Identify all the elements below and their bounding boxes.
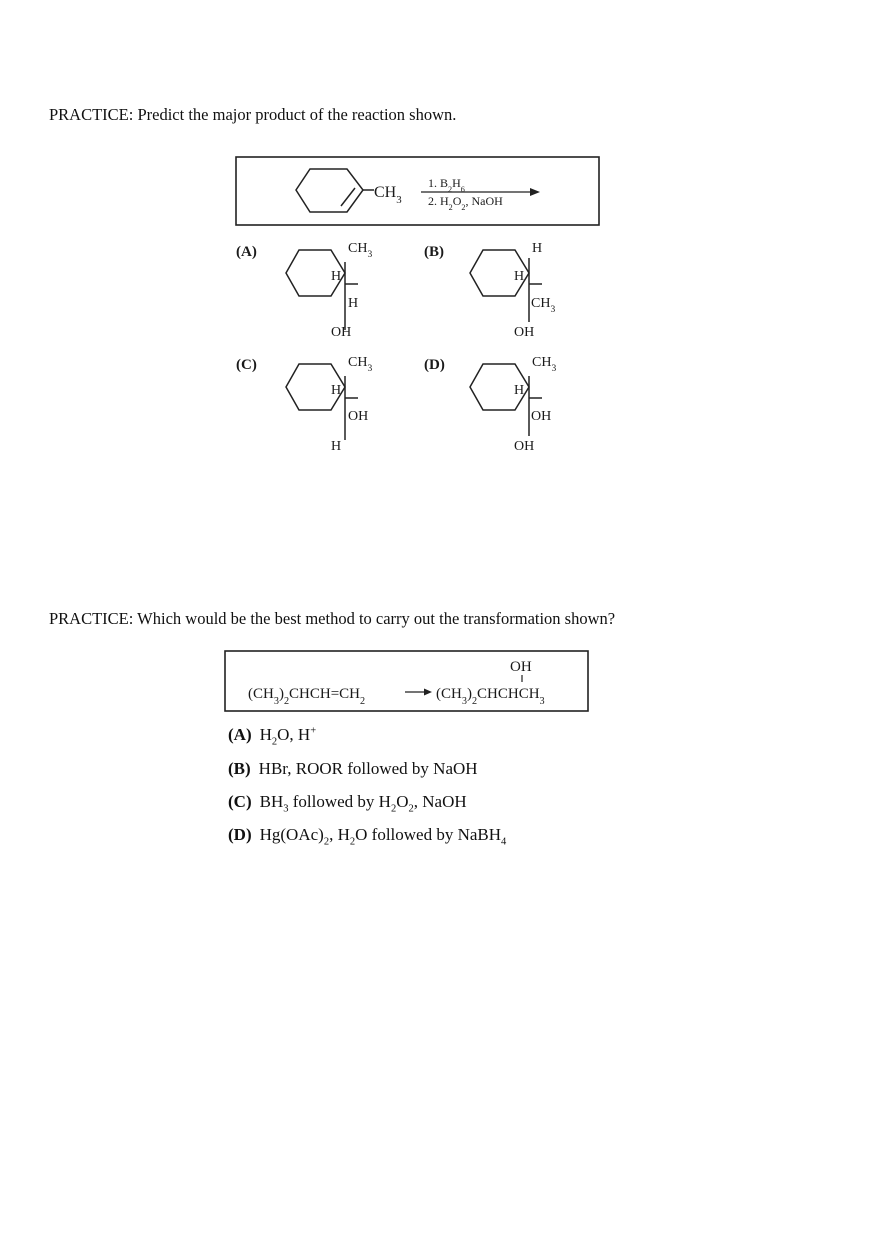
reagent-step-1: 1. $B_2H_6$ [428,176,465,194]
choice-b-top: H [532,241,543,256]
option-a[interactable] [228,725,317,748]
choice-d-label: (D) [424,357,445,373]
option-d-label: (D) [228,825,252,844]
option-c-label: (C) [228,792,252,811]
choice-c-top: $CH_3$ [348,355,373,374]
option-b-label: (B) [228,759,251,778]
choice-c-mid-left: H [331,383,342,398]
choice-a-mid-left: H [331,269,342,284]
question-1-prompt: PRACTICE: Predict the major product of the reaction shown. [49,105,457,124]
transformation-box [225,651,588,711]
choice-b[interactable] [424,241,555,340]
product-formula: $(CH_3)_2CHCHCH_3$ [436,686,545,707]
substituent-ch3: $CH_3$ [374,184,402,206]
choice-b-bottom: OH [514,325,535,340]
choice-a[interactable] [236,241,372,340]
option-b[interactable] [228,759,478,779]
option-c-text: $BH_3$ followed by $H_2O_2$, NaOH [259,792,467,815]
choice-b-mid-right: $CH_3$ [531,296,556,315]
reaction-arrowhead [530,188,540,196]
option-a-text: $H_2O$, H+ [259,725,317,748]
choice-c-label: (C) [236,357,257,373]
choice-a-mid-right: H [348,296,359,311]
question-2-prompt: PRACTICE: Which would be the best method to carry out the transformation shown? [49,609,616,628]
reactant-formula: $(CH_3)_2CHCH=CH_2$ [248,686,366,707]
question-1-figure [0,0,880,480]
reaction-box [236,157,599,225]
choice-d-top: $CH_3$ [532,355,557,374]
question-2-figure [0,640,880,720]
option-b-text: HBr, ROOR followed by NaOH [258,759,478,778]
choice-c[interactable] [236,355,372,454]
choice-a-label: (A) [236,244,257,260]
choice-d-bottom: OH [514,439,535,454]
transformation-arrowhead [424,689,432,696]
choice-c-bottom: H [331,439,342,454]
choice-c-mid-right: OH [348,409,369,424]
option-a-label: (A) [228,725,252,744]
option-c[interactable] [228,792,467,815]
product-oh: OH [510,659,532,675]
choice-b-mid-left: H [514,269,525,284]
option-d[interactable] [228,825,507,848]
choice-a-bottom: OH [331,325,352,340]
choice-a-top: $CH_3$ [348,241,373,260]
reagent-step-2: 2. $H_2O_2$, NaOH [428,194,503,212]
choice-d[interactable] [424,355,556,454]
choice-d-mid-left: H [514,383,525,398]
cyclohexene-ring [296,169,374,212]
choice-d-mid-right: OH [531,409,552,424]
option-d-text: $Hg(OAc)_2$, $H_2O$ followed by NaBH$_4$ [259,825,507,848]
choice-b-label: (B) [424,244,444,260]
